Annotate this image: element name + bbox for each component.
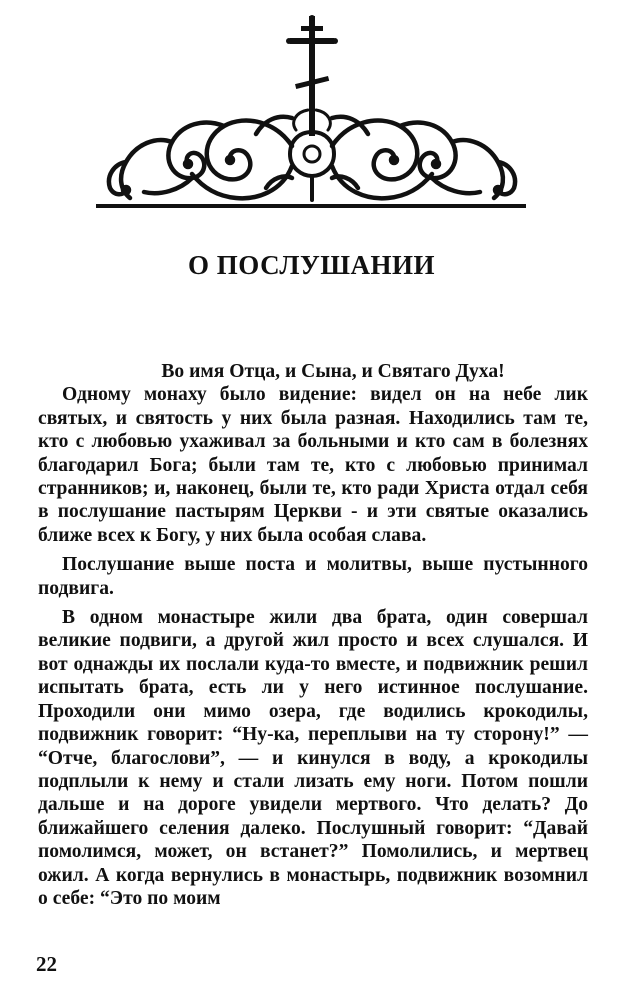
body-text (38, 360, 588, 910)
invocation-line: Во имя Отца, и Сына, и Святаго Духа! (161, 361, 505, 382)
page-number: 22 (36, 952, 57, 976)
paragraph: В одном монастыре жили два брата, один совершал великие подвиги, а другой жил просто и всех слушался. И вот однажды их послали куда-то вместе, и подвижник решил испытать брата, есть ли у него истинное послушание. Проходили они мимо озера, где водились крокодилы, подвижник говорит: “Ну-ка, переплыви на ту сторону!” — “Отче, благослови”, — и кинулся в воду, а крокодилы подплыли к нему и стали лизать ему ноги. Потом пошли дальше и на дороге увидели мертвого. Что делать? До ближайшего селения далеко. Послушный говорит: “Давай помолимся, может, он встанет?” Помолились, и мертвец ожил. А когда вернулись в монастырь, подвижник возомнил о себе: “Это по моим (38, 607, 588, 909)
right-scrollwork (332, 117, 515, 199)
paragraph: Одному монаху было видение: видел он на небе лик святых, и святость у них была разная. Находились там те, кто с любовью ухаживал за больными и кто сам в болезнях благодарил Бога; были там те, кто с любовью принимал странников; и, наконец, были те, кто ради Христа отдал себя в послушание пастырям Церкви - и эти святые оказались ближе всех к Богу, у них была особая слава. (38, 384, 588, 546)
left-scrollwork (109, 117, 292, 199)
page-title: О ПОСЛУШАНИИ (188, 250, 435, 280)
central-medallion (290, 132, 334, 200)
paragraph: Послушание выше поста и молитвы, выше пустынного подвига. (38, 554, 588, 599)
base-rule (96, 204, 526, 208)
headpiece-ornament-icon (96, 14, 526, 214)
